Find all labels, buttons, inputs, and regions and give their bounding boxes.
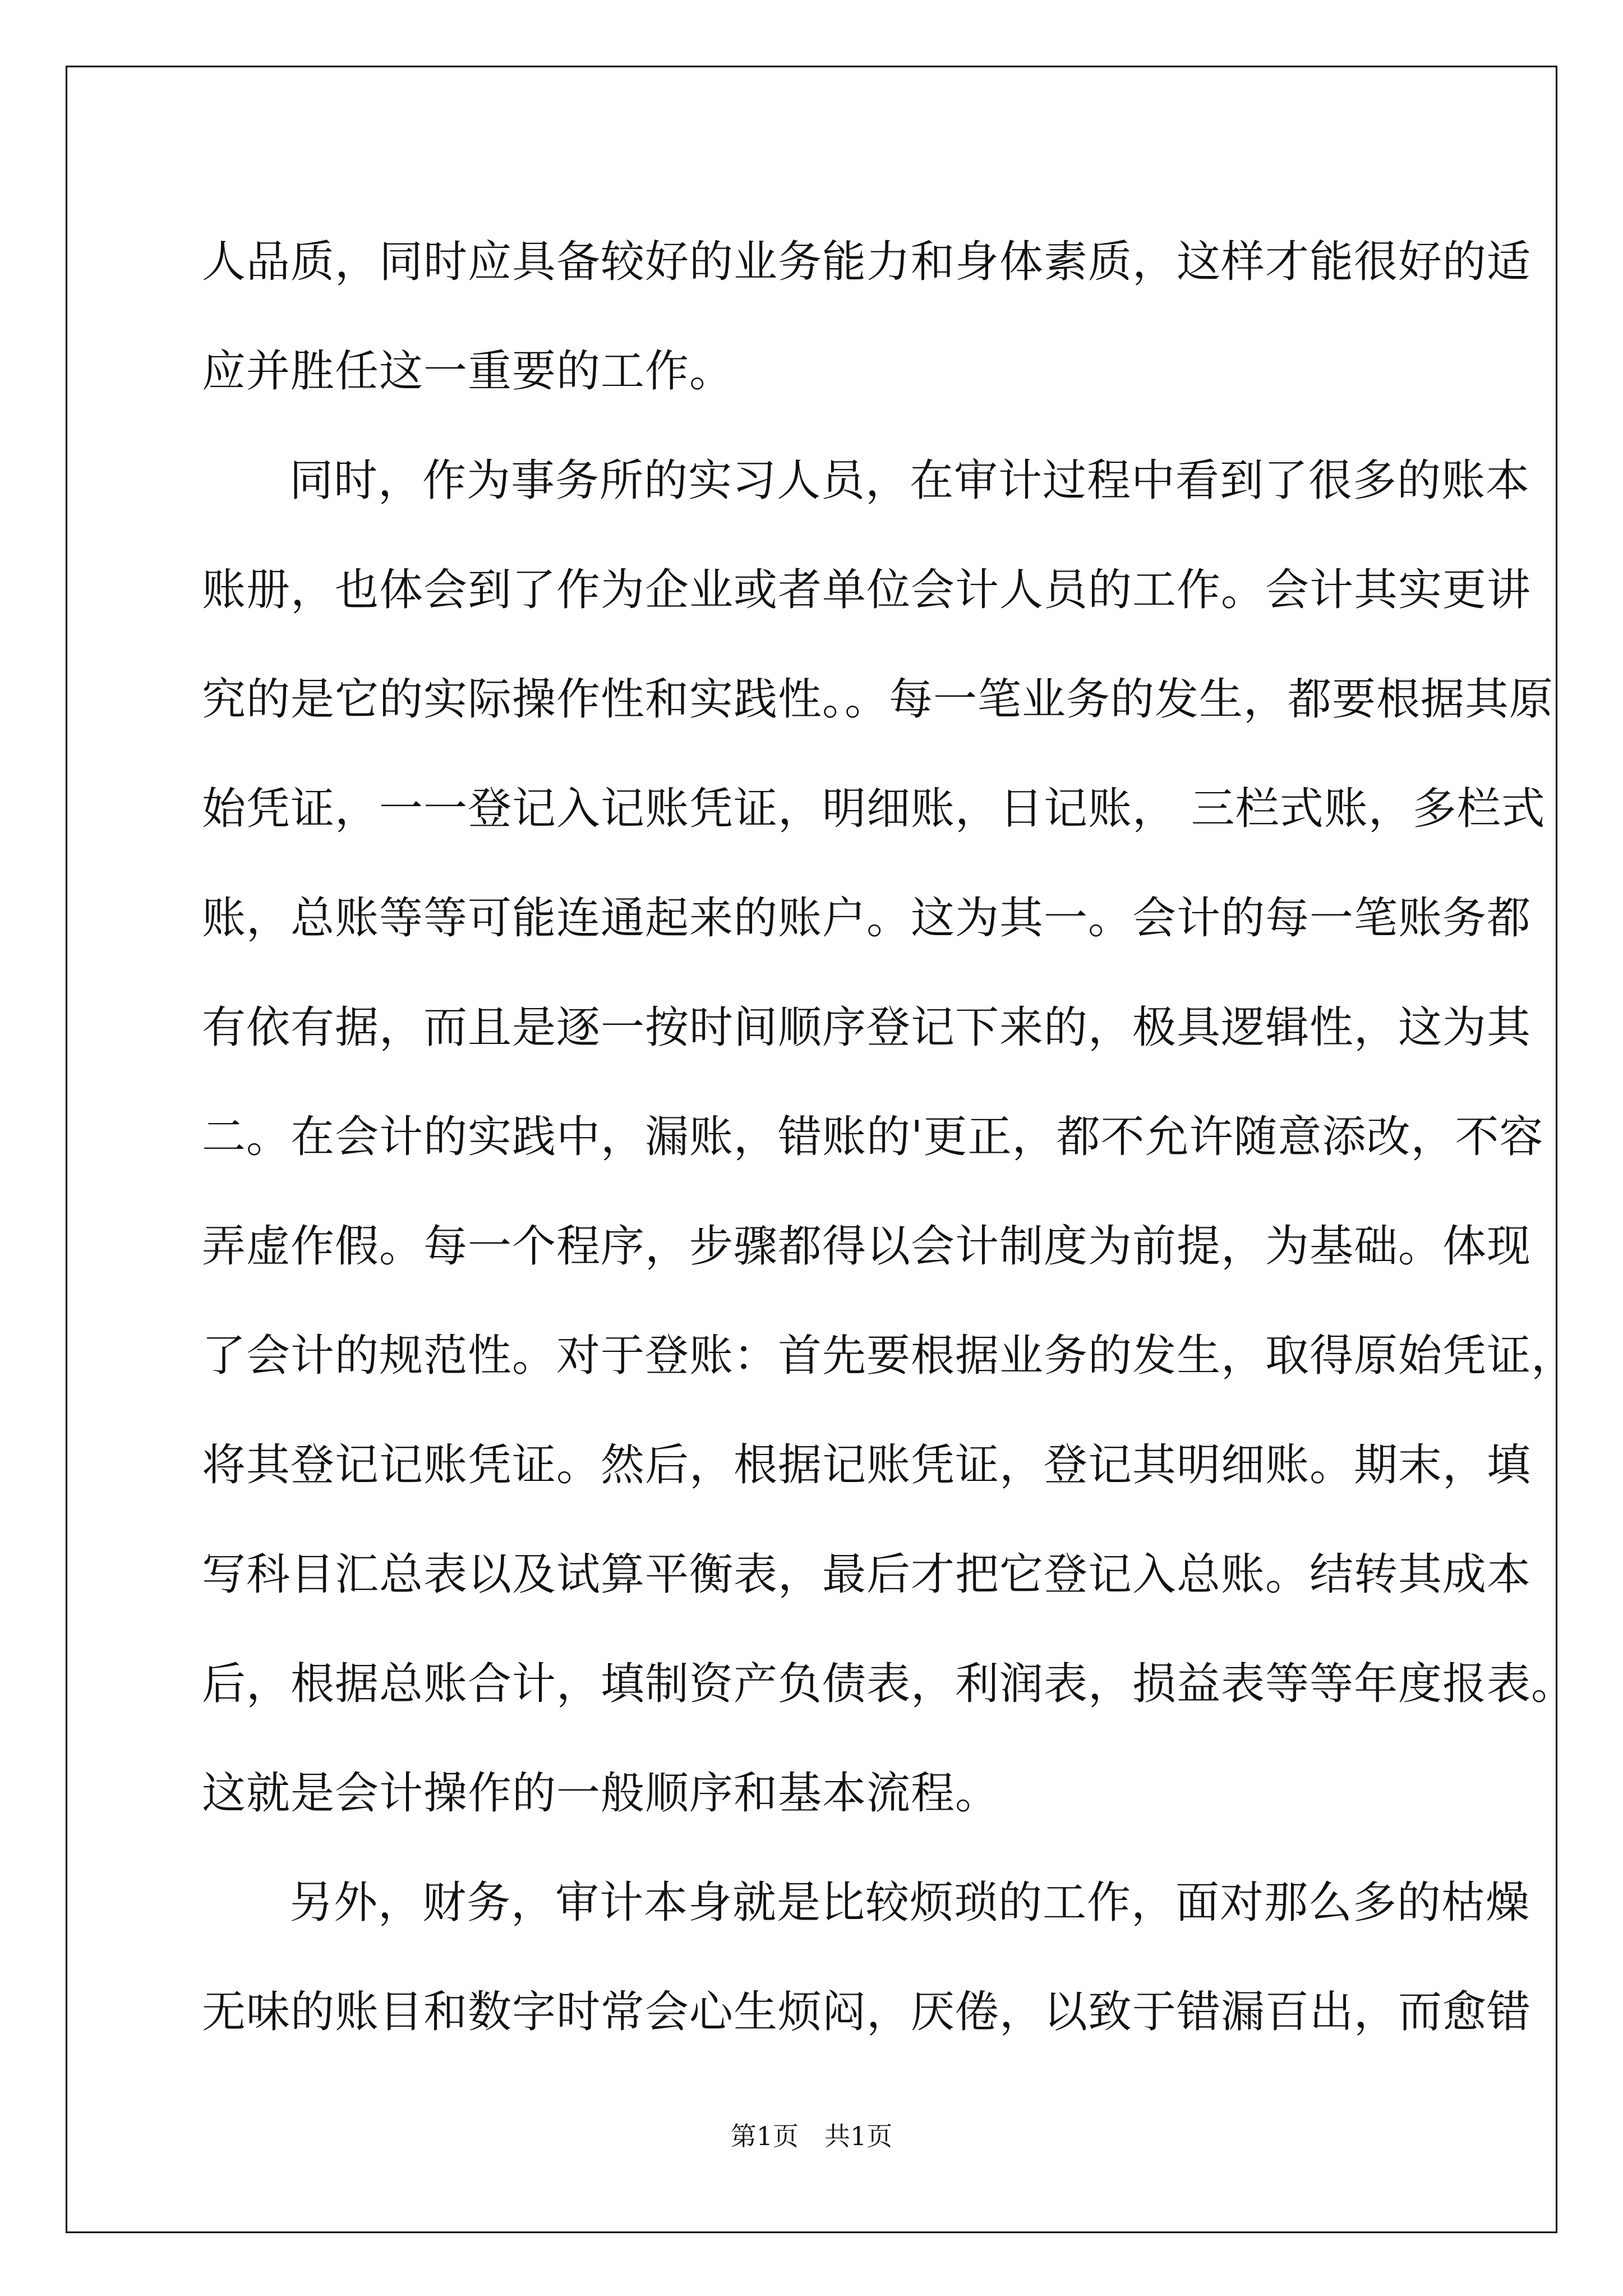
text-line: 弄虚作假。每一个程序，步骤都得以会计制度为前提，为基础。体现 <box>202 1221 1532 1272</box>
text-line: 究的是它的实际操作性和实践性。。每一笔业务的发生，都要根据其原 <box>202 674 1554 725</box>
text-line: 始凭证，一一登记入记账凭证，明细账，日记账， 三栏式账，多栏式 <box>202 784 1546 834</box>
text-line: 应并胜任这一重要的工作。 <box>202 346 734 397</box>
text-line: 这就是会计操作的一般顺序和基本流程。 <box>202 1768 1000 1819</box>
text-line: 了会计的规范性。对于登账：首先要根据业务的发生，取得原始凭证， <box>202 1331 1576 1381</box>
page-number: 第1页 共1页 <box>730 2121 893 2151</box>
text-line: 将其登记记账凭证。然后，根据记账凭证，登记其明细账。期末，填 <box>202 1440 1532 1490</box>
document-body <box>202 208 1576 2067</box>
text-line: 后，根据总账合计，填制资产负债表，利润表，损益表等等年度报表。 <box>202 1659 1576 1709</box>
text-line: 账，总账等等可能连通起来的账户。这为其一。会计的每一笔账务都 <box>202 893 1532 944</box>
text-line: 写科目汇总表以及试算平衡表，最后才把它登记入总账。结转其成本 <box>202 1549 1532 1600</box>
text-line: 另外，财务，审计本身就是比较烦琐的工作，面对那么多的枯燥 <box>289 1878 1530 1928</box>
text-line: 二。在会计的实践中，漏账，错账的'更正，都不允许随意添改，不容 <box>202 1112 1544 1162</box>
text-line: 有依有据，而且是逐一按时间顺序登记下来的，极具逻辑性，这为其 <box>202 1002 1532 1053</box>
text-line: 账册，也体会到了作为企业或者单位会计人员的工作。会计其实更讲 <box>202 565 1532 615</box>
text-line: 同时，作为事务所的实习人员，在审计过程中看到了很多的账本 <box>289 455 1530 506</box>
text-line: 无味的账目和数字时常会心生烦闷，厌倦，以致于错漏百出，而愈错 <box>202 1987 1532 2037</box>
text-line: 人品质，同时应具备较好的业务能力和身体素质，这样才能很好的适 <box>202 237 1532 287</box>
